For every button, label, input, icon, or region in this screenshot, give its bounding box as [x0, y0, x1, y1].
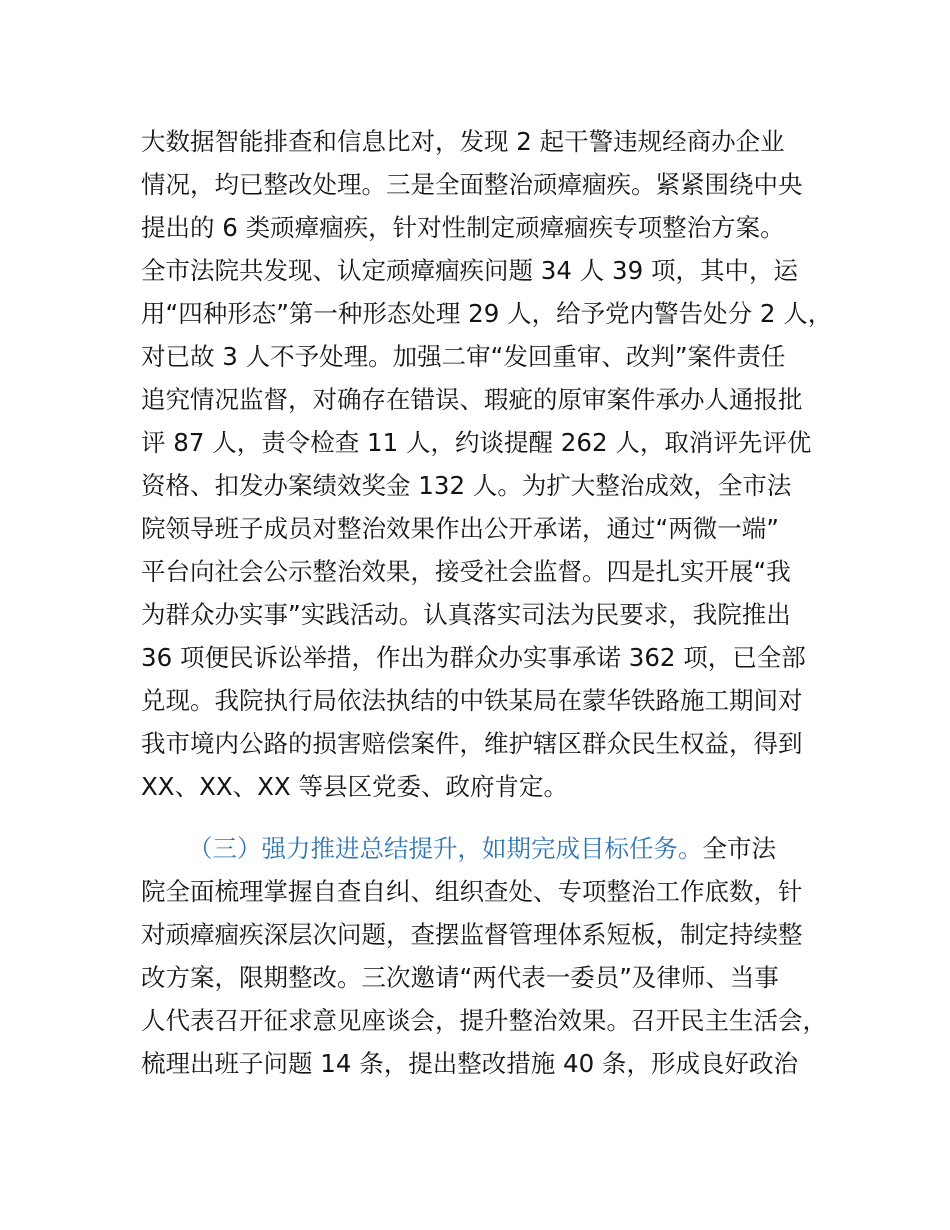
text-line: 院领导班子成员对整治效果作出公开承诺，通过“两微一端”: [141, 514, 779, 543]
text-line: 对顽瘴痼疾深层次问题，查摆监督管理体系短板，制定持续整: [141, 920, 803, 949]
text-line: 大数据智能排查和信息比对，发现 2 起干警违规经商办企业: [141, 127, 785, 156]
text-line: 36 项便民诉讼举措，作出为群众办实事承诺 362 项，已全部: [141, 643, 806, 672]
text-line: XX、XX、XX 等县区党委、政府肯定。: [141, 772, 568, 801]
text-line: 院全面梳理掌握自查自纠、组织查处、专项整治工作底数，针: [141, 877, 803, 906]
text-line: 资格、扣发办案绩效奖金 132 人。为扩大整治成效，全市法: [141, 471, 792, 500]
section-heading: （三）强力推进总结提升，如期完成目标任务。: [188, 834, 703, 863]
text-line: 梳理出班子问题 14 条，提出整改措施 40 条，形成良好政治: [141, 1049, 798, 1078]
text-line: 追究情况监督，对确存在错误、瑕疵的原审案件承办人通报批: [141, 385, 803, 414]
text-line: 全市法院共发现、认定顽瘴痼疾问题 34 人 39 项，其中，运: [141, 256, 798, 285]
text-line: 情况，均已整改处理。三是全面整治顽瘴痼疾。紧紧围绕中央: [141, 170, 803, 199]
text-line: 评 87 人，责令检查 11 人，约谈提醒 262 人，取消评先评优: [141, 428, 812, 457]
text-line: 我市境内公路的损害赔偿案件，维护辖区群众民生权益，得到: [141, 729, 803, 758]
text-line: 对已故 3 人不予处理。加强二审“发回重审、改判”案件责任: [141, 342, 786, 371]
text-line: 兑现。我院执行局依法执结的中铁某局在蒙华铁路施工期间对: [141, 686, 803, 715]
text-line: 提出的 6 类顽瘴痼疾，针对性制定顽瘴痼疾专项整治方案。: [141, 213, 785, 242]
text-line: 为群众办实事”实践活动。认真落实司法为民要求，我院推出: [141, 600, 791, 629]
text-line: 用“四种形态”第一种形态处理 29 人，给予党内警告处分 2 人，: [141, 299, 833, 328]
section-heading-continuation: 全市法: [702, 834, 776, 863]
text-line: 人代表召开征求意见座谈会，提升整治效果。召开民主生活会，: [141, 1006, 827, 1035]
text-line: 平台向社会公示整治效果，接受社会监督。四是扎实开展“我: [141, 557, 791, 586]
section-heading-line: [188, 832, 776, 866]
text-line: 改方案，限期整改。三次邀请“两代表一委员”及律师、当事: [141, 963, 779, 992]
